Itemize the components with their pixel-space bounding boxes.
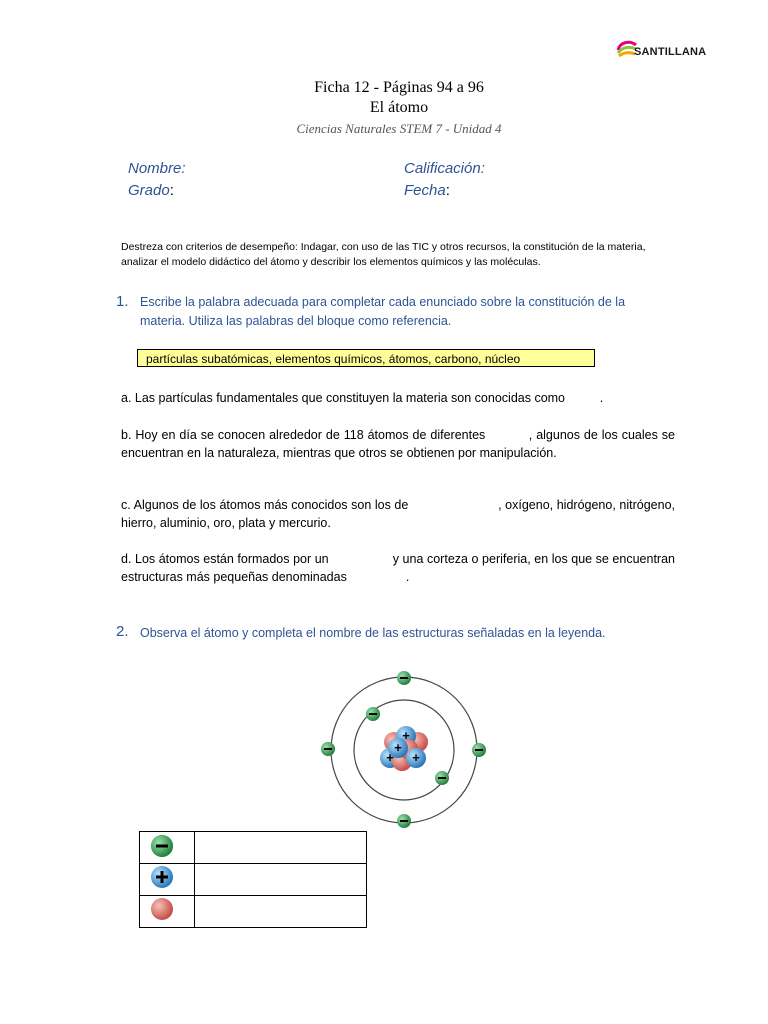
santillana-logo bbox=[616, 36, 716, 64]
atom-diagram bbox=[318, 664, 496, 832]
legend-icon-cell bbox=[140, 896, 195, 928]
legend-row-proton bbox=[140, 864, 367, 896]
statement-b: b. Hoy en día se conocen alrededor de 118 átomos de diferentes , algunos de los cuales se encuentran en la naturaleza, mientras que otros se obtienen por manipulación. bbox=[121, 428, 679, 460]
legend-table bbox=[139, 831, 367, 928]
electron-icon bbox=[140, 832, 194, 858]
svg-text:+: + bbox=[402, 728, 410, 743]
legend-row-electron bbox=[140, 832, 367, 864]
fecha-colon: : bbox=[445, 182, 450, 199]
calificacion-label: Calificación: bbox=[404, 160, 485, 177]
santillana-logo-text: SANTILLANA bbox=[634, 46, 707, 58]
fecha-text: Fecha bbox=[404, 182, 446, 199]
worksheet-title: Ficha 12 - Páginas 94 a 96 bbox=[314, 79, 484, 96]
svg-text:+: + bbox=[386, 750, 394, 765]
legend-answer-electron[interactable] bbox=[195, 832, 367, 864]
grado-colon: : bbox=[169, 182, 174, 199]
nucleus bbox=[380, 726, 428, 771]
fecha-label bbox=[404, 182, 450, 199]
statement-c: c. Algunos de los átomos más conocidos son los de , oxígeno, hidrógeno, nitrógeno, hierro, aluminio, oro, plata y mercurio. bbox=[121, 498, 679, 530]
legend-icon-cell bbox=[140, 864, 195, 896]
neutron-icon bbox=[140, 896, 194, 922]
nombre-label: Nombre: bbox=[128, 160, 186, 177]
statement-d: d. Los átomos están formados por un y una corteza o periferia, en los que se encuentran estructuras más pequeñas denominadas . bbox=[121, 552, 679, 584]
word-bank: partículas subatómicas, elementos químicos, átomos, carbono, núcleo bbox=[137, 349, 595, 367]
course-subtitle: Ciencias Naturales STEM 7 - Unidad 4 bbox=[296, 121, 502, 136]
question-1-text: Escribe la palabra adecuada para completar cada enunciado sobre la constitución de la materia. Utiliza las palabras del bloque como referencia. bbox=[140, 295, 626, 328]
proton-icon bbox=[140, 864, 194, 890]
svg-text:+: + bbox=[412, 750, 420, 765]
legend-answer-proton[interactable] bbox=[195, 864, 367, 896]
grado-label bbox=[128, 182, 174, 199]
legend-row-neutron bbox=[140, 896, 367, 928]
grado-text: Grado bbox=[128, 182, 170, 199]
svg-text:+: + bbox=[394, 740, 402, 755]
destreza-text: Destreza con criterios de desempeño: Indagar, con uso de las TIC y otros recursos, la constitución de la materia, analizar el modelo didáctico del átomo y describir los elementos químicos y las moléculas. bbox=[121, 241, 646, 268]
worksheet-topic: El átomo bbox=[369, 99, 429, 116]
question-2-number: 2. bbox=[116, 623, 129, 640]
statement-a: a. Las partículas fundamentales que constituyen la materia son conocidas como . bbox=[121, 391, 604, 405]
question-1-number: 1. bbox=[116, 293, 129, 310]
legend-icon-cell bbox=[140, 832, 195, 864]
question-2-text: Observa el átomo y completa el nombre de las estructuras señaladas en la leyenda. bbox=[140, 626, 606, 640]
legend-answer-neutron[interactable] bbox=[195, 896, 367, 928]
